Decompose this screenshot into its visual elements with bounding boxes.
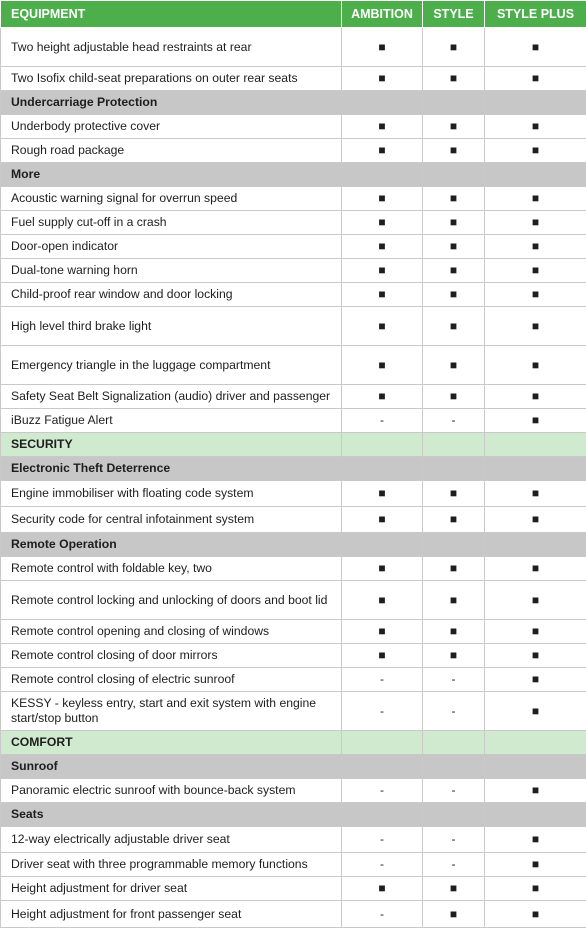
style-availability: - (423, 827, 485, 853)
ambition-availability: ■ (342, 283, 423, 307)
feature-label: Acoustic warning signal for overrun speed (1, 187, 342, 211)
style-availability: ■ (423, 877, 485, 901)
table-row (1, 211, 586, 235)
feature-label: Two Isofix child-seat preparations on outer rear seats (1, 67, 342, 91)
style-plus-availability: ■ (485, 187, 586, 211)
ambition-availability: ■ (342, 644, 423, 668)
subsection-title: Sunroof (1, 755, 342, 779)
header-style-plus: STYLE PLUS (485, 1, 586, 28)
feature-label: Driver seat with three programmable memory functions (1, 853, 342, 877)
style-plus-availability: ■ (485, 620, 586, 644)
style-availability: ■ (423, 581, 485, 620)
ambition-availability: - (342, 853, 423, 877)
ambition-availability: - (342, 827, 423, 853)
subsection-title: Seats (1, 803, 342, 827)
ambition-availability: ■ (342, 211, 423, 235)
table-row (1, 346, 586, 385)
feature-label: Door-open indicator (1, 235, 342, 259)
ambition-availability: ■ (342, 187, 423, 211)
ambition-availability: - (342, 901, 423, 928)
style-availability: ■ (423, 385, 485, 409)
feature-label: Rough road package (1, 139, 342, 163)
style-availability: ■ (423, 346, 485, 385)
table-row (1, 507, 586, 533)
style-plus-availability: ■ (485, 346, 586, 385)
section-title: SECURITY (1, 433, 342, 457)
table-row (1, 115, 586, 139)
subsection-header-row (1, 755, 586, 779)
style-availability: ■ (423, 901, 485, 928)
empty-cell (485, 163, 586, 187)
empty-cell (342, 457, 423, 481)
ambition-availability: ■ (342, 507, 423, 533)
header-ambition: AMBITION (342, 1, 423, 28)
style-availability: ■ (423, 557, 485, 581)
empty-cell (423, 457, 485, 481)
table-row (1, 235, 586, 259)
empty-cell (423, 163, 485, 187)
style-plus-availability: ■ (485, 307, 586, 346)
feature-label: Security code for central infotainment system (1, 507, 342, 533)
table-row (1, 481, 586, 507)
ambition-availability: ■ (342, 481, 423, 507)
table-row (1, 827, 586, 853)
ambition-availability: - (342, 779, 423, 803)
style-availability: - (423, 409, 485, 433)
feature-label: Safety Seat Belt Signalization (audio) driver and passenger (1, 385, 342, 409)
subsection-header-row (1, 803, 586, 827)
style-plus-availability: ■ (485, 692, 586, 731)
ambition-availability: ■ (342, 620, 423, 644)
ambition-availability: ■ (342, 235, 423, 259)
style-plus-availability: ■ (485, 115, 586, 139)
style-availability: ■ (423, 259, 485, 283)
subsection-header-row (1, 457, 586, 481)
style-plus-availability: ■ (485, 507, 586, 533)
ambition-availability: ■ (342, 385, 423, 409)
style-availability: - (423, 692, 485, 731)
style-availability: ■ (423, 644, 485, 668)
style-availability: - (423, 668, 485, 692)
feature-label: Emergency triangle in the luggage compartment (1, 346, 342, 385)
style-availability: ■ (423, 211, 485, 235)
style-plus-availability: ■ (485, 283, 586, 307)
subsection-title: Electronic Theft Deterrence (1, 457, 342, 481)
ambition-availability: - (342, 409, 423, 433)
ambition-availability: ■ (342, 28, 423, 67)
style-availability: ■ (423, 28, 485, 67)
table-row (1, 644, 586, 668)
style-availability: ■ (423, 507, 485, 533)
header-equipment: EQUIPMENT (1, 1, 342, 28)
table-row (1, 139, 586, 163)
feature-label: Remote control closing of electric sunroof (1, 668, 342, 692)
feature-label: Two height adjustable head restraints at rear (1, 28, 342, 67)
style-plus-availability: ■ (485, 67, 586, 91)
style-plus-availability: ■ (485, 779, 586, 803)
table-row (1, 385, 586, 409)
subsection-header-row (1, 533, 586, 557)
style-availability: ■ (423, 187, 485, 211)
header-style: STYLE (423, 1, 485, 28)
table-row (1, 259, 586, 283)
empty-cell (423, 533, 485, 557)
section-title: COMFORT (1, 731, 342, 755)
empty-cell (485, 803, 586, 827)
style-plus-availability: ■ (485, 581, 586, 620)
empty-cell (423, 731, 485, 755)
style-plus-availability: ■ (485, 259, 586, 283)
empty-cell (485, 91, 586, 115)
table-row (1, 187, 586, 211)
empty-cell (342, 163, 423, 187)
feature-label: Height adjustment for driver seat (1, 877, 342, 901)
subsection-title: Undercarriage Protection (1, 91, 342, 115)
table-row (1, 283, 586, 307)
style-availability: - (423, 853, 485, 877)
feature-label: Remote control with foldable key, two (1, 557, 342, 581)
table-row (1, 67, 586, 91)
empty-cell (423, 433, 485, 457)
empty-cell (423, 803, 485, 827)
feature-label: iBuzz Fatigue Alert (1, 409, 342, 433)
feature-label: 12-way electrically adjustable driver seat (1, 827, 342, 853)
style-availability: ■ (423, 481, 485, 507)
table-row (1, 28, 586, 67)
style-plus-availability: ■ (485, 235, 586, 259)
style-availability: ■ (423, 139, 485, 163)
style-availability: ■ (423, 620, 485, 644)
ambition-availability: ■ (342, 139, 423, 163)
feature-label: Underbody protective cover (1, 115, 342, 139)
feature-label: Height adjustment for front passenger seat (1, 901, 342, 928)
empty-cell (423, 755, 485, 779)
ambition-availability: ■ (342, 581, 423, 620)
empty-cell (342, 803, 423, 827)
table-row (1, 877, 586, 901)
table-row (1, 409, 586, 433)
section-header-row (1, 433, 586, 457)
feature-label: Remote control locking and unlocking of doors and boot lid (1, 581, 342, 620)
style-plus-availability: ■ (485, 139, 586, 163)
style-availability: ■ (423, 235, 485, 259)
style-plus-availability: ■ (485, 901, 586, 928)
empty-cell (342, 731, 423, 755)
style-plus-availability: ■ (485, 211, 586, 235)
subsection-header-row (1, 91, 586, 115)
empty-cell (342, 755, 423, 779)
empty-cell (485, 533, 586, 557)
empty-cell (485, 755, 586, 779)
table-row (1, 620, 586, 644)
table-row (1, 668, 586, 692)
style-plus-availability: ■ (485, 853, 586, 877)
empty-cell (485, 457, 586, 481)
empty-cell (342, 533, 423, 557)
header-row (1, 1, 586, 28)
style-plus-availability: ■ (485, 668, 586, 692)
table-row (1, 779, 586, 803)
style-availability: ■ (423, 283, 485, 307)
ambition-availability: - (342, 668, 423, 692)
style-plus-availability: ■ (485, 409, 586, 433)
table-row (1, 581, 586, 620)
style-availability: - (423, 779, 485, 803)
subsection-title: More (1, 163, 342, 187)
ambition-availability: ■ (342, 346, 423, 385)
ambition-availability: ■ (342, 115, 423, 139)
style-plus-availability: ■ (485, 481, 586, 507)
empty-cell (342, 433, 423, 457)
feature-label: KESSY - keyless entry, start and exit system with engine start/stop button (1, 692, 342, 731)
ambition-availability: ■ (342, 557, 423, 581)
table-row (1, 307, 586, 346)
style-plus-availability: ■ (485, 877, 586, 901)
subsection-header-row (1, 163, 586, 187)
table-row (1, 901, 586, 928)
table-body (1, 28, 586, 928)
feature-label: Panoramic electric sunroof with bounce-back system (1, 779, 342, 803)
feature-label: Remote control closing of door mirrors (1, 644, 342, 668)
subsection-title: Remote Operation (1, 533, 342, 557)
feature-label: Fuel supply cut-off in a crash (1, 211, 342, 235)
style-availability: ■ (423, 67, 485, 91)
table-row (1, 557, 586, 581)
feature-label: Child-proof rear window and door locking (1, 283, 342, 307)
style-plus-availability: ■ (485, 28, 586, 67)
section-header-row (1, 731, 586, 755)
ambition-availability: ■ (342, 259, 423, 283)
empty-cell (423, 91, 485, 115)
ambition-availability: ■ (342, 307, 423, 346)
feature-label: Remote control opening and closing of windows (1, 620, 342, 644)
style-availability: ■ (423, 115, 485, 139)
empty-cell (485, 731, 586, 755)
table-row (1, 853, 586, 877)
style-plus-availability: ■ (485, 644, 586, 668)
empty-cell (342, 91, 423, 115)
ambition-availability: ■ (342, 67, 423, 91)
feature-label: High level third brake light (1, 307, 342, 346)
table-row (1, 692, 586, 731)
feature-label: Engine immobiliser with floating code system (1, 481, 342, 507)
ambition-availability: ■ (342, 877, 423, 901)
feature-label: Dual-tone warning horn (1, 259, 342, 283)
empty-cell (485, 433, 586, 457)
style-plus-availability: ■ (485, 385, 586, 409)
style-availability: ■ (423, 307, 485, 346)
style-plus-availability: ■ (485, 557, 586, 581)
ambition-availability: - (342, 692, 423, 731)
style-plus-availability: ■ (485, 827, 586, 853)
